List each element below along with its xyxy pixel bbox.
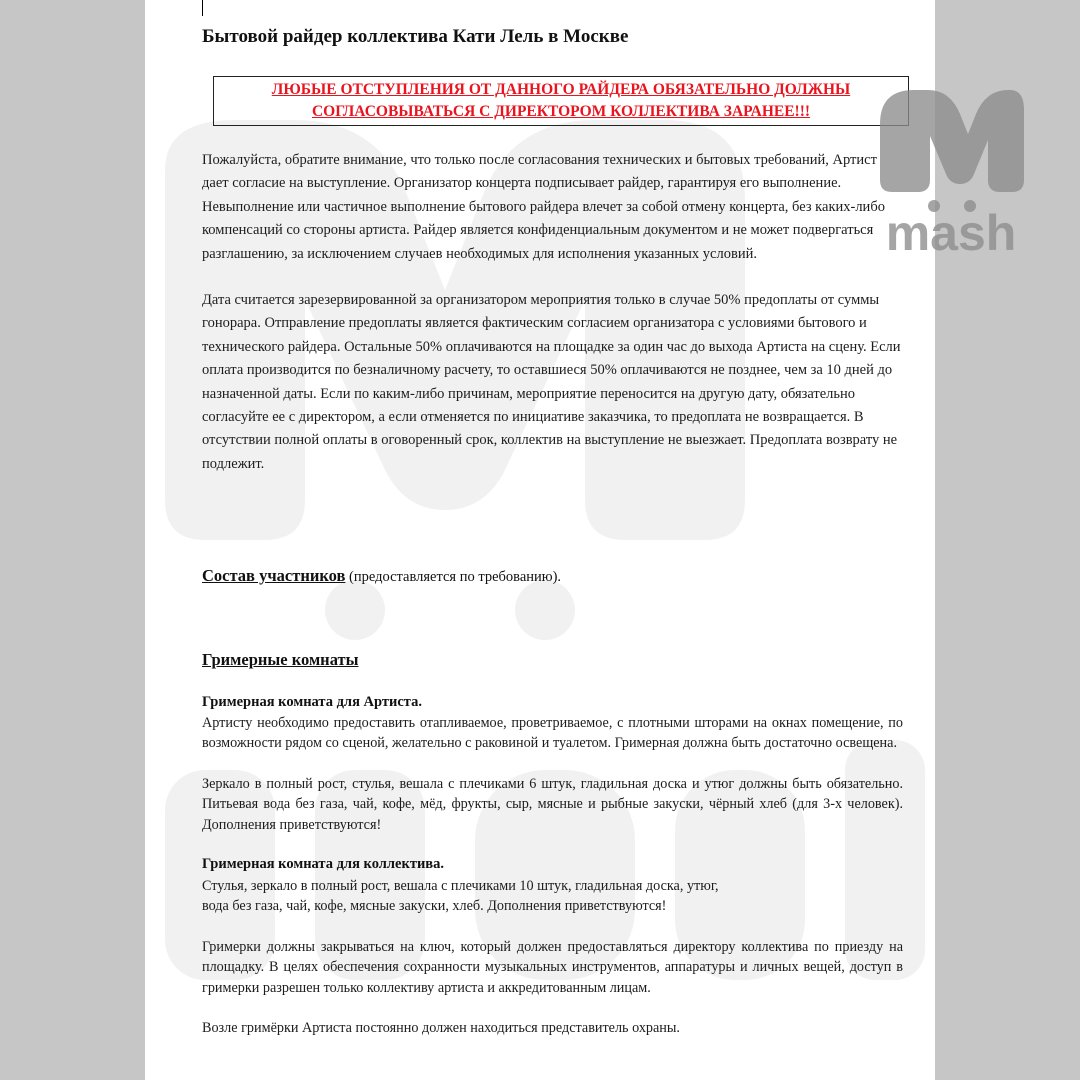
- document-content: [145, 0, 935, 1080]
- warning-box: [213, 76, 909, 126]
- warning-text: ЛЮБЫЕ ОТСТУПЛЕНИЯ ОТ ДАННОГО РАЙДЕРА ОБЯЗАТЕЛЬНО ДОЛЖНЫ СОГЛАСОВЫВАТЬСЯ С ДИРЕКТОРОМ КОЛЛЕКТИВА ЗАРАНЕЕ!!!: [271, 81, 851, 120]
- document-page: [145, 0, 935, 1080]
- participants-heading: Состав участников: [202, 566, 346, 585]
- band-room-heading: Гримерная комната для коллектива.: [202, 856, 445, 872]
- dressing-rooms-section: [202, 650, 359, 670]
- artist-room-heading: Гримерная комната для Артиста.: [202, 694, 422, 710]
- security-text-1: Гримерки должны закрываться на ключ, который должен предоставляться директору коллектива по приезду на площадку. В целях обеспечения сохранности музыкальных инструментов, аппаратуры и личных вещей, доступ в гримерки разрешен только коллективу артиста и аккредитованным лицам.: [202, 939, 903, 996]
- participants-section: [202, 566, 561, 586]
- document-title: Бытовой райдер коллектива Кати Лель в Москве: [202, 26, 629, 47]
- security-text-2: Возле гримёрки Артиста постоянно должен находиться представитель охраны.: [202, 1020, 680, 1036]
- mash-logo-icon: [876, 84, 1026, 256]
- artist-room-text-2: Зеркало в полный рост, стулья, вешала с плечиками 6 штук, гладильная доска и утюг должны быть обязательно. Питьевая вода без газа, чай, кофе, мёд, фрукты, сыр, мясные и рыбные закуски, чёрный хлеб (для 3-х человек). Дополнения приветствуются!: [202, 776, 903, 833]
- text-cursor: [202, 0, 203, 16]
- band-room-text-1: Стулья, зеркало в полный рост, вешала с плечиками 10 штук, гладильная доска, утюг,: [202, 878, 719, 894]
- band-room-text-2: вода без газа, чай, кофе, мясные закуски, хлеб. Дополнения приветствуются!: [202, 898, 667, 914]
- mash-logo-text: mash: [885, 205, 1017, 256]
- payment-paragraph: Дата считается зарезервированной за организатором мероприятия только в случае 50% предоплаты от суммы гонорара. Отправление предоплаты является фактическим согласием организатора с условиями бытового и технического райдера. Остальные 50% оплачиваются на площадке за один час до выхода Артиста на сцену. Если оплата производится по безналичному расчету, то оставшиеся 50% оплачиваются не позднее, чем за 10 дней до назначенной даты. Если по каким-либо причинам, мероприятие переносится на другую дату, обязательно согласуйте ее с директором, а если отменяется по инициативе заказчика, то предоплата не возвращается. В отсутствии полной оплаты в оговоренный срок, коллектив на выступление не выезжает. Предоплата возврату не подлежит.: [202, 292, 901, 472]
- artist-room-text-1: Артисту необходимо предоставить отапливаемое, проветриваемое, с плотными шторами на окнах помещение, по возможности рядом со сценой, желательно с раковиной и туалетом. Гримерная должна быть достаточно освещена.: [202, 715, 903, 752]
- participants-note: (предоставляется по требованию).: [345, 569, 562, 585]
- intro-paragraph: Пожалуйста, обратите внимание, что только после согласования технических и бытовых требований, Артист дает согласие на выступление. Организатор концерта подписывает райдер, гарантируя его выполнение. Невыполнение или частичное выполнение бытового райдера влечет за собой отмену концерта, без каких-либо компенсаций со стороны артиста. Райдер является конфиденциальным документом и не может подвергаться разглашению, за исключением случаев необходимых для исполнения указанных условий.: [202, 152, 885, 262]
- dressing-rooms-heading: Гримерные комнаты: [202, 650, 359, 669]
